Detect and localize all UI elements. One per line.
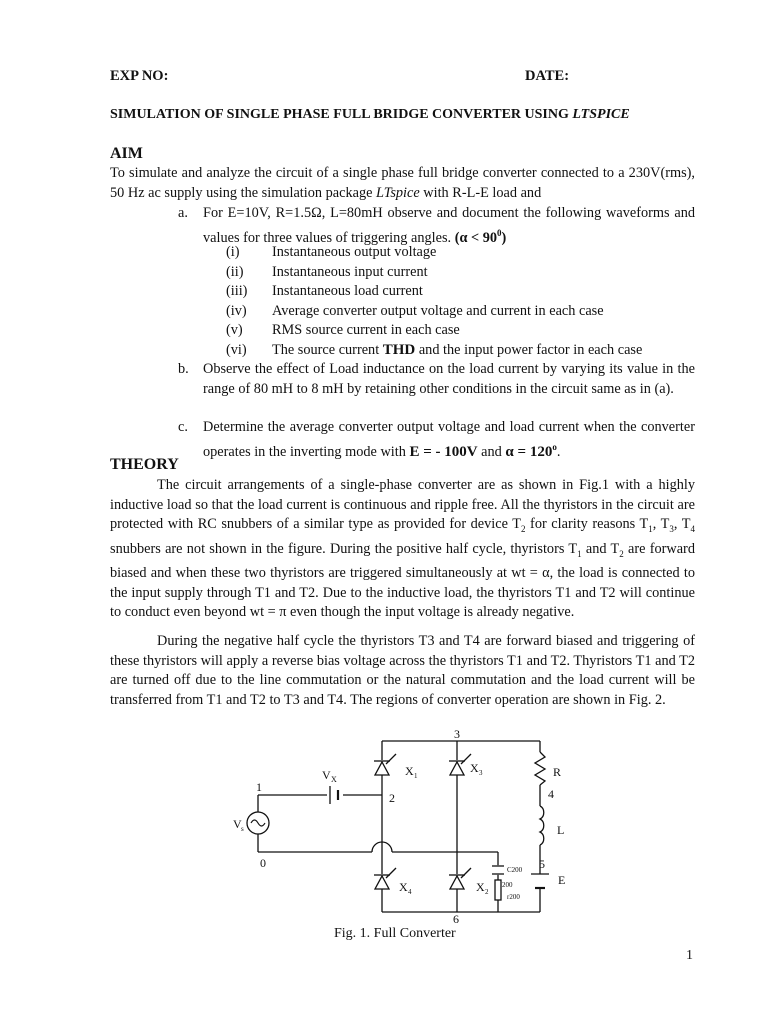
aim-intro-text-2: with R-L-E load and (419, 184, 542, 201)
subscript: 1 (648, 524, 653, 535)
aim-intro-text-1: To simulate and analyze the circuit of a single phase full bridge converter connected to a 230V(rms), 50 Hz ac supply using the simulation package (110, 165, 695, 201)
item-c-text: Determine the average converter output voltage and load current when the converter operates in the inverting mode with (203, 419, 695, 460)
subscript: 4 (690, 524, 696, 535)
theory-text: for clarity reasons T (525, 516, 649, 533)
aim-heading: AIM (110, 145, 143, 162)
subscript: 1 (577, 548, 582, 559)
node-label: 6 (453, 912, 459, 926)
node-label: 5 (539, 857, 545, 871)
subitem-number: (iii) (226, 283, 248, 300)
subitem-text: Instantaneous output voltage (272, 244, 437, 260)
date-label: DATE: (525, 68, 570, 84)
node-label: 3 (454, 727, 460, 741)
x1-label: X (405, 764, 414, 778)
page-number: 1 (686, 948, 693, 963)
subitem-text: Instantaneous load current (272, 283, 423, 300)
snubber-node-label: 200 (502, 881, 513, 889)
subitem-text-end: and the input power factor in each case (415, 341, 643, 358)
item-c-and: and (477, 443, 506, 460)
vs-label: V (233, 817, 242, 831)
subitem-number: (iv) (226, 302, 247, 319)
x2-subscript: 2 (485, 888, 489, 896)
theory-text: snubbers are not shown in the figure. During the positive half cycle, thyristors T (110, 540, 578, 557)
subitem-bold: THD (382, 341, 416, 358)
subitem-number: (vi) (226, 341, 247, 358)
x4-subscript: 4 (408, 888, 412, 896)
subscript: 2 (521, 524, 526, 535)
inductor-label: L (557, 823, 565, 837)
subitem-text: RMS source current in each case (272, 322, 460, 339)
subitem-number: (ii) (226, 263, 244, 280)
list-marker: a. (178, 205, 188, 221)
subscript: 2 (619, 548, 624, 559)
subitem-number: (i) (226, 244, 240, 260)
x1-subscript: 1 (414, 772, 418, 780)
item-c-angle: α = 120 (505, 443, 553, 460)
item-a-angle: (α < 90 (454, 229, 498, 246)
x4-label: X (399, 880, 408, 894)
node-label: 4 (548, 787, 554, 801)
aim-intro-italic: LTspice (376, 184, 420, 201)
item-a-end: ) (501, 229, 507, 246)
node-label: 0 (260, 856, 266, 870)
item-a-text: For E=10V, R=1.5Ω, L=80mH observe and document the following waveforms and values for three values of triggering angles. (203, 205, 695, 246)
x3-label: X (470, 761, 479, 775)
snubber-resistor-label: r200 (507, 893, 520, 901)
subitem-text: The source current (272, 341, 383, 358)
node-label: 2 (389, 791, 395, 805)
x2-label: X (476, 880, 485, 894)
list-marker: b. (178, 361, 189, 377)
title-italic: LTSPICE (572, 107, 630, 122)
theory-text: , T (652, 516, 670, 533)
item-c-end: . (556, 443, 561, 460)
theory-text: are forward biased and when these two thyristors are triggered simultaneously at wt = α, the load is connected to the input supply through T1 and T2. Due to the inductive load, the thyristors T1 and T2 will continue to conduct even beyond wt = π even though the input voltage is already negative. (110, 540, 695, 621)
figure-caption: Fig. 1. Full Converter (334, 926, 456, 941)
x3-subscript: 3 (479, 769, 483, 777)
theory-text: The circuit arrangements of a single-phase converter are as shown in Fig.1 with a highly inductive load so that the load current is continuous and ripple free. All the thyristors in the circuit are protected with RC snubbers of a similar type as provided for device T (110, 477, 695, 533)
vs-subscript: s (241, 825, 244, 833)
theory-text: , T (673, 516, 691, 533)
subitem-text: Average converter output voltage and current in each case (272, 302, 604, 319)
title-main: SIMULATION OF SINGLE PHASE FULL BRIDGE CONVERTER USING (110, 107, 573, 122)
list-marker: c. (178, 419, 188, 435)
resistor-label: R (553, 765, 562, 779)
subscript: 3 (669, 524, 674, 535)
node-label: 1 (256, 780, 262, 794)
exp-no-label: EXP NO: (110, 68, 169, 84)
item-c-voltage: E = - 100V (409, 443, 478, 460)
list-item-text: Observe the effect of Load inductance on the load current by varying its value in the range of 80 mH to 8 mH by retaining other conditions in the circuit same as in (a). (203, 361, 695, 397)
item-a-sup: 0 (497, 227, 502, 238)
item-c-sup: o (552, 441, 557, 452)
theory-heading: THEORY (110, 456, 179, 473)
vx-subscript: X (331, 775, 337, 784)
vx-label: V (322, 768, 331, 782)
theory-paragraph-2: During the negative half cycle the thyristors T3 and T4 are forward biased and triggering of these thyristors will apply a reverse bias voltage across the thyristors T1 and T2. Thyristors T1 and T2 are turned off due to the line commutation or the natural commutation and the load current will be transferred from T1 and T2 to T3 and T4. The regions of converter operation are shown in Fig. 2. (110, 633, 695, 708)
theory-text: and T (581, 540, 620, 557)
capacitor-label: C200 (507, 866, 523, 874)
subitem-number: (v) (226, 322, 243, 339)
subitem-text: Instantaneous input current (272, 263, 428, 280)
battery-label: E (558, 873, 566, 887)
